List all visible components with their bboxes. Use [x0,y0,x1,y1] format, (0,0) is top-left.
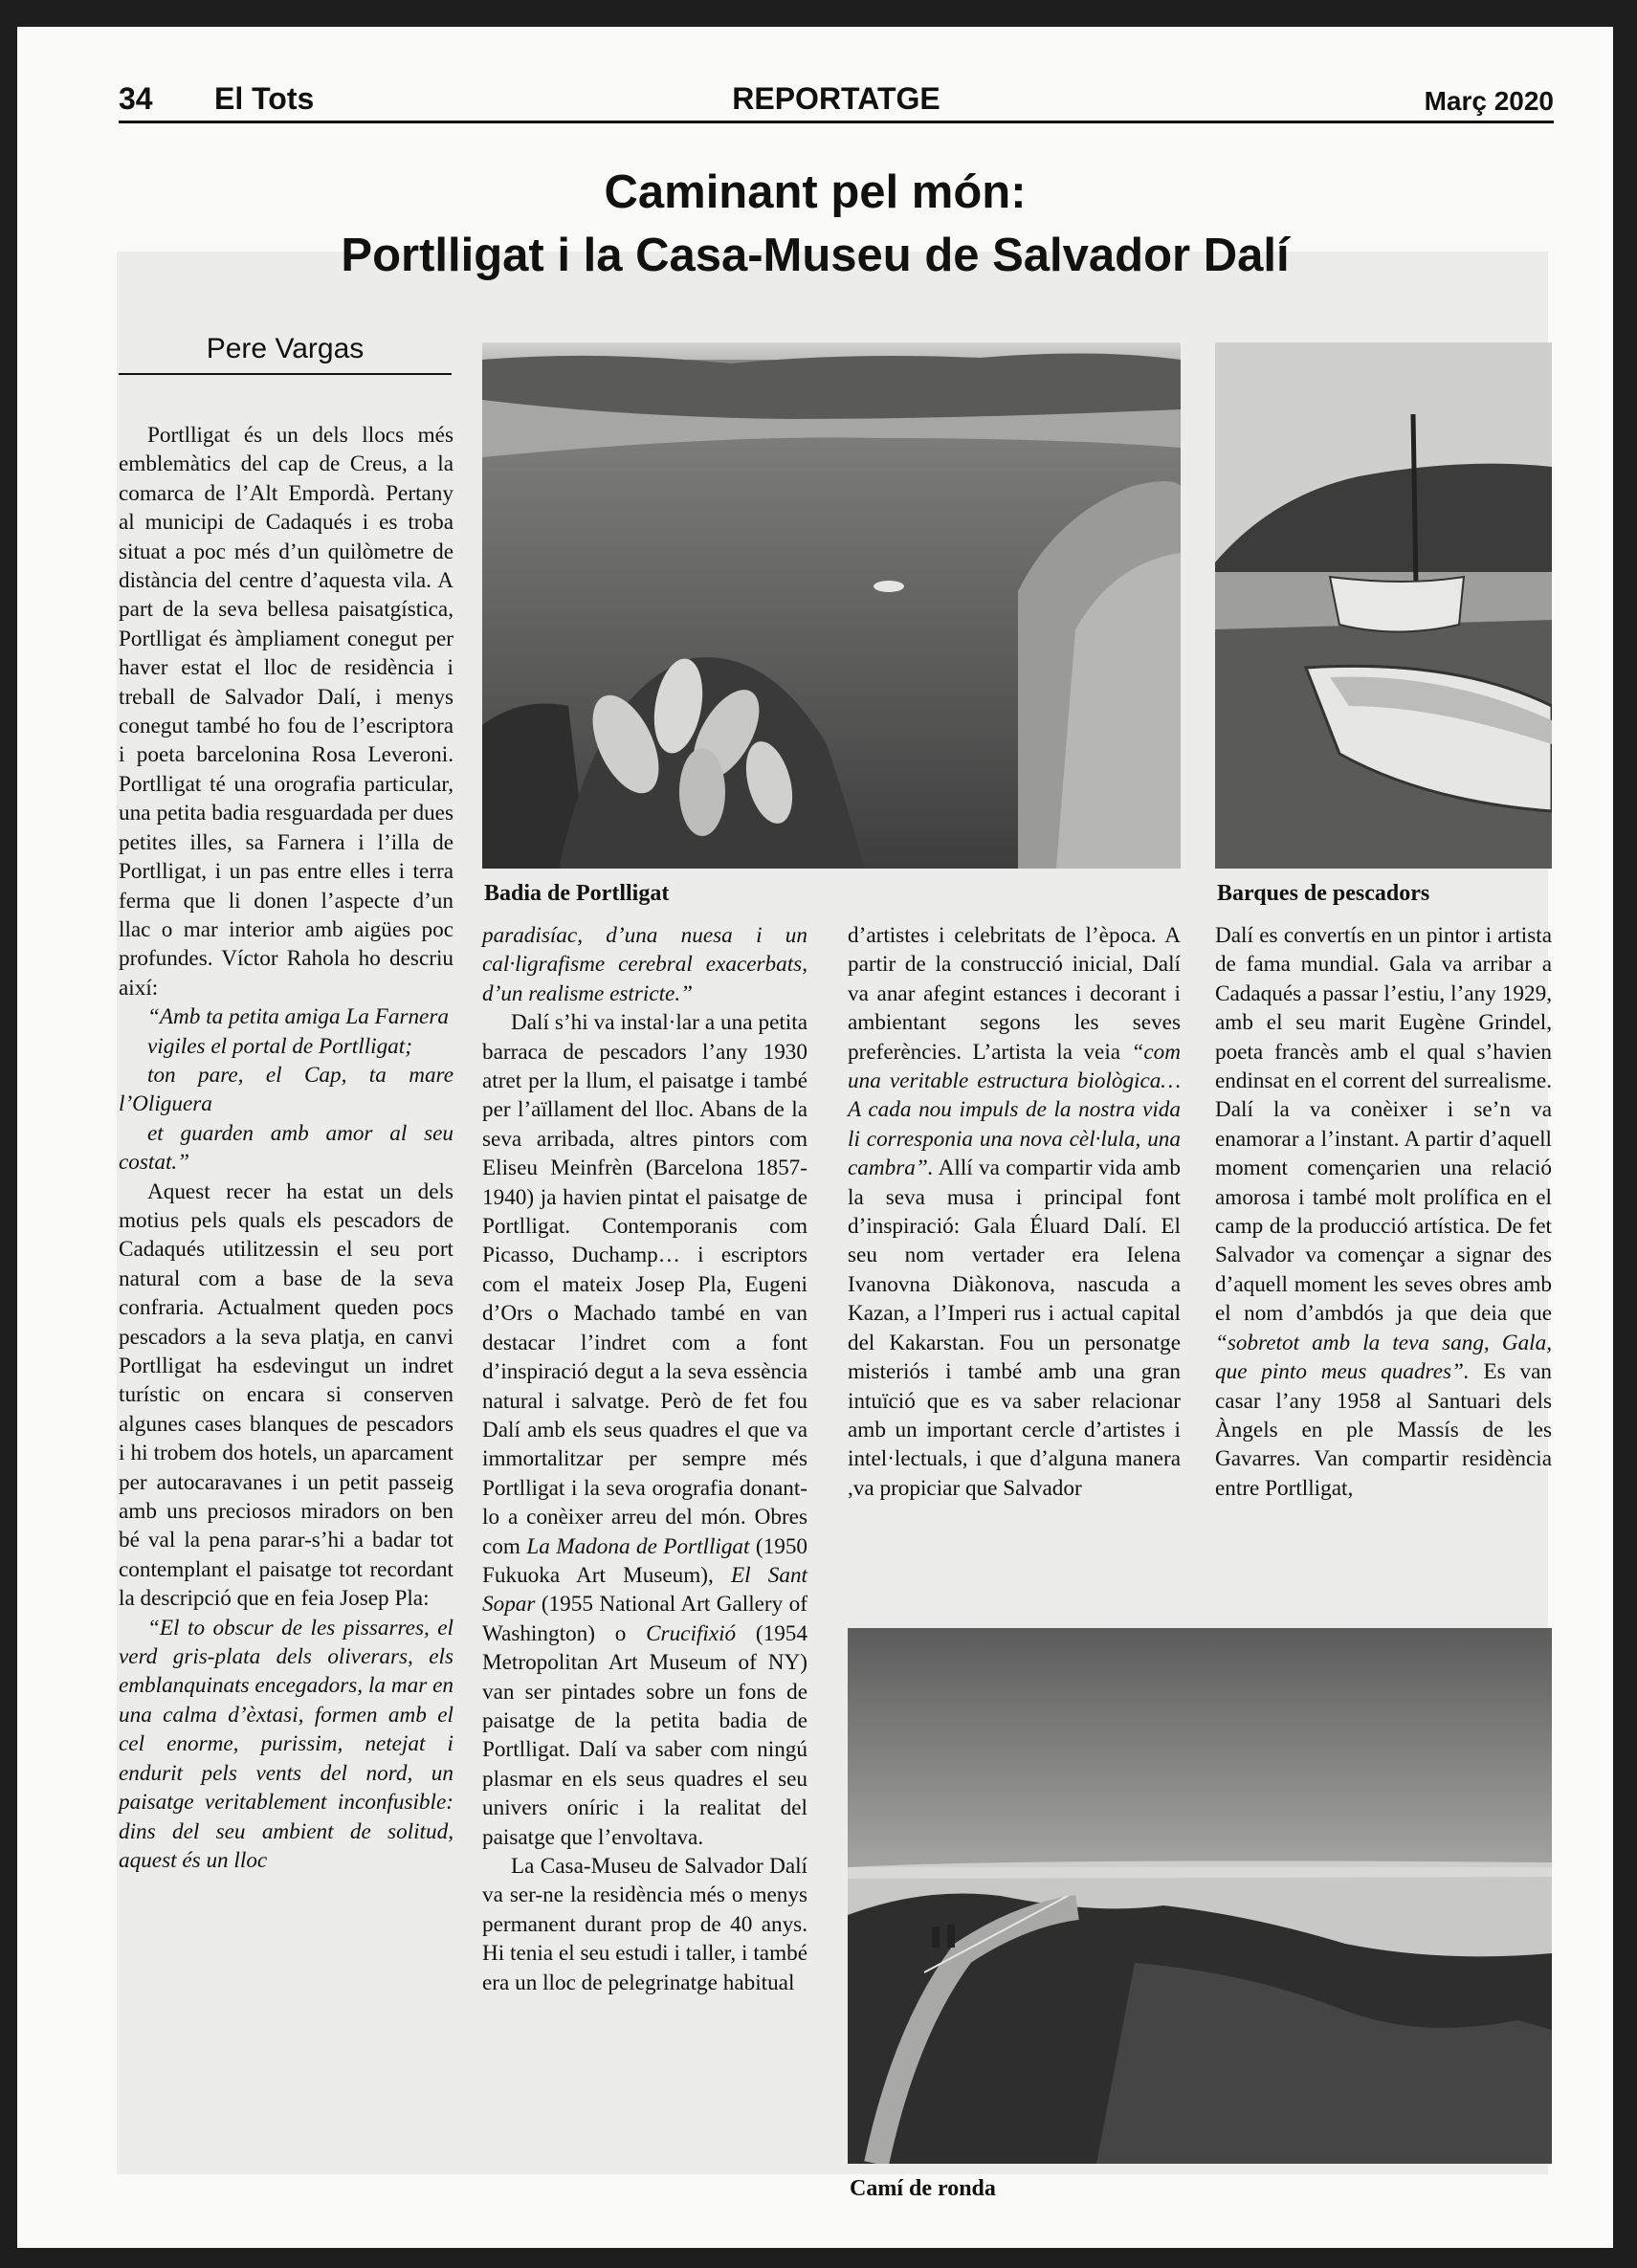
paragraph [1215,921,1552,1503]
text-run: (1954 Metropolitan Art Museum of NY) van ser pintades sobre un fons de paisatge de la petita badia de Portlligat. Dalí va saber com ningú plasmar en els seus quadres el seu univers oníric i la realitat del paisatge que l’envoltava. [482,1620,807,1850]
poem-line: ton pare, el Cap, ta mare l’Oliguera [119,1062,453,1117]
quote-paragraph: paradisíac, d’una nuesa i un cal·ligrafisme cerebral exacerbats, d’un realisme estricte.” [482,923,807,1006]
inline-quote: “sobretot amb la teva sang, Gala, que pinto meus quadres”. [1215,1330,1552,1385]
title-line-2: Portlligat i la Casa-Museu de Salvador Dalí [341,230,1290,281]
text-column-2 [482,921,807,1997]
text-run: Es van casar l’any 1958 al Santuari dels Àngels en ple Massís de les Gavarres. Van compartir residència entre Portlligat, [1215,1359,1552,1501]
text-column-1 [119,421,453,1875]
artwork-title: El Sant Sopar [482,1562,807,1618]
publication-name: El Tots [214,81,315,116]
artwork-title: Crucifixió [646,1620,737,1646]
title-line-1: Caminant pel món: [604,166,1027,218]
paragraph: Portlligat és un dels llocs més emblemàtics del cap de Creus, a la comarca de l’Alt Empordà. Pertany al municipi de Cadaqués i es troba situat a poc més d’un quilòmetre de distància del centre d’aquesta vila. A part de la seva bellesa paisatgística, Portlligat és àmpliament conegut per haver estat el lloc de residència i treball de Salvador Dalí, i menys conegut també ho fou de l’escriptora i poeta barcelonina Rosa Leveroni. Portlligat té una orografia particular, una petita badia resguardada per dues petites illes, sa Farnera i l’illa de Portlligat, i un pas entre elles i terra ferma que li donen l’aspecte d’un llac o mar interior amb aigües poc profundes. Víctor Rahola ho descriu així: [119,423,453,1001]
poem-line: vigiles el portal de Portlligat; [147,1033,412,1059]
running-header [119,77,1554,123]
paragraph: La Casa-Museu de Salvador Dalí va ser-ne la residència més o menys permanent durant prop de 40 anys. Hi tenia el seu estudi i taller, i també era un lloc de pelegrinatge habitual [482,1854,807,1995]
page-number: 34 [119,81,153,116]
photo-caption: Badia de Portlligat [484,881,670,906]
text-column-4 [1215,921,1552,1503]
paragraph [848,921,1181,1503]
issue-date: Març 2020 [1424,86,1554,116]
bay-photo [482,342,1181,869]
quote-paragraph: “El to obscur de les pissarres, el verd gris-plata dels oliverars, els emblanquinats encegadors, la mar en una calma d’èxtasi, formen amb el cel enorme, purissim, netejat i endurit pels vents del nord, un paisatge veritablement inconfusible: dins del seu ambient de solitud, aquest és un lloc [119,1615,453,1873]
photo-caption: Camí de ronda [850,2176,996,2201]
text-run: Allí va compartir vida amb la seva musa i principal font d’inspiració: Gala Éluard Dalí. El seu nom vertader era Ielena Ivanovna Diàkonova, nascuda a Kazan, a l’Imperi rus i actual capital del Kakarstan. Fou un personatge misteriós i també amb una gran intuïció que es va saber relacionar amb un important cercle d’artistes i intel·lectuals, i que d’alguna manera ,va propiciar que Salvador [848,1156,1181,1501]
paragraph [482,1008,807,1852]
magazine-page [17,27,1613,2248]
article-title [17,161,1613,287]
inline-quote: “com una veritable estructura biològica… A cada nou impuls de la nostra vida li corresponia una nova cèl·lula, una cambra”. [848,1039,1181,1181]
photo-caption: Barques de pescadors [1217,881,1430,906]
text-run: Dalí es convertís en un pintor i artista de fama mundial. Gala va arribar a Cadaqués a passar l’estiu, l’any 1929, amb el seu marit Eugène Grindel, poeta francès amb el qual s’havien endinsat en el corrent del surrealisme. Dalí la va conèixer i se’n va enamorar a l’instant. A partir d’aquell moment començarien una relació amorosa i també molt prolífica en el camp de la producció artística. De fet Salvador va començar a signar des d’aquell moment les seves obres amb el nom d’ambdós ja que deia que [1215,923,1552,1327]
text-run: Dalí s’hi va instal·lar a una petita barraca de pescadors l’any 1930 atret per la llum, el paisatge i també per l’aïllament del lloc. Abans de la seva arribada, altres pintors com Eliseu Meinfrèn (Barcelona 1857-1940) ja havien pintat el paisatge de Portlligat. Contemporanis com Picasso, Duchamp… i escriptors com el mateix Josep Pla, Eugeni d’Ors o Machado també en van destacar l’indret com a font d’inspiració degut a la seva essència natural i salvatge. Però de fet fou Dalí amb els seus quadres el que va immortalitzar per sempre més Portlligat i la seva orografia donant-lo a conèixer arreu del món. Obres com [482,1010,807,1559]
author-byline: Pere Vargas [119,333,452,375]
coastal-path-photo [848,1628,1552,2164]
text-run: (1950 Fukuoka Art Museum), [482,1533,808,1588]
paragraph: Aquest recer ha estat un dels motius pels quals els pescadors de Cadaqués utilitzessin el seu port natural com a base de la seva confraria. Actualment queden pocs pescadors a la seva platja, en canvi Portlligat ha esdevingut un indret turístic on encara si conserven algunes cases blanques de pescadors i hi trobem dos hotels, un aparcament per autocaravanes i un petit passeig amb uns preciosos miradors on ben bé val la pena parar-s’hi a badar tot contemplant el paisatge tot recordant la descripció que en feia Josep Pla: [119,1178,453,1612]
artwork-title: La Madona de Portlligat [526,1533,750,1559]
poem-line: “Amb ta petita amiga La Farnera [147,1004,449,1030]
boats-photo [1215,342,1552,869]
text-run: d’artistes i celebritats de l’època. A partir de la construcció inicial, Dalí va anar afegint estances i decorant i ambientant segons les seves preferències. L’artista la veia [848,923,1181,1065]
text-column-3 [848,921,1181,1503]
poem-line: et guarden amb amor al seu costat.” [119,1120,453,1176]
section-name: REPORTATGE [732,81,940,116]
text-run: (1955 National Art Gallery of Washington) o [482,1592,807,1646]
